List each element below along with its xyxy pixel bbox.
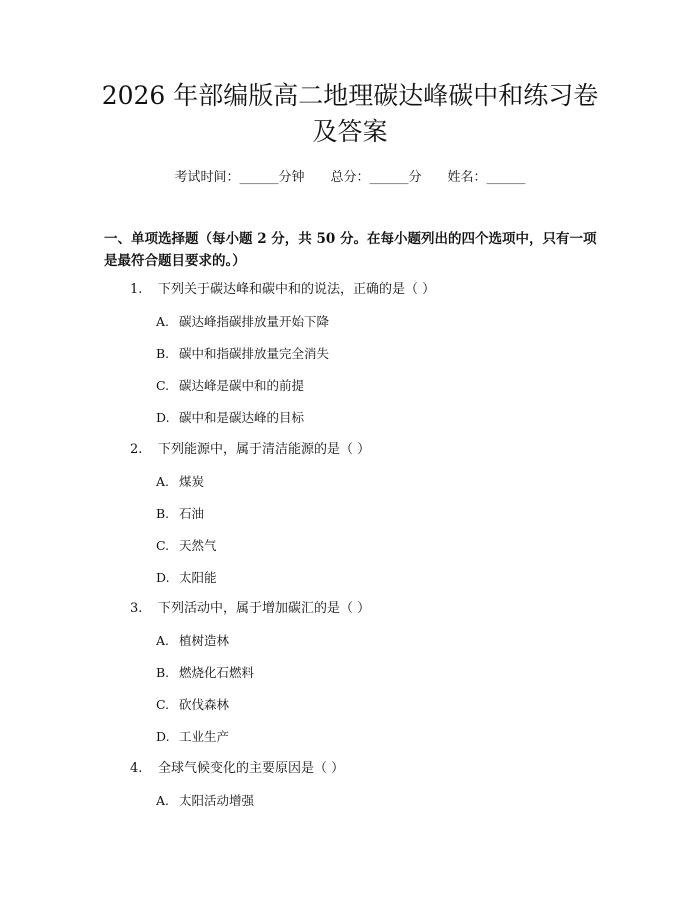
option-text: 天然气 [179,538,217,553]
option-letter: A. [156,314,170,329]
option-text: 工业生产 [179,729,230,744]
question-3-option-d [156,727,229,747]
option-text: 植树造林 [179,633,230,648]
option-text: 石油 [179,506,205,521]
section-heading: 一、单项选择题（每小题 2 分，共 50 分。在每小题列出的四个选项中，只有一项是最符合题目要求的。） [104,231,597,269]
option-letter: D. [156,729,170,744]
question-4-option-a [156,791,254,811]
question-number: 2. [130,442,143,457]
option-letter: A. [156,793,170,808]
exam-time-label: 考试时间： [174,170,240,185]
total-score-label: 总分： [330,170,370,185]
question-text: 全球气候变化的主要原因是（ ） [158,761,345,776]
option-text: 碳达峰是碳中和的前提 [179,378,305,393]
exam-info-line [0,168,700,188]
option-text: 太阳活动增强 [179,793,255,808]
question-2 [130,440,370,460]
question-1 [130,280,435,300]
question-1-option-a [156,312,329,332]
exam-time-blank: ______分钟 [239,170,305,185]
question-number: 3. [130,601,143,616]
question-2-option-b [156,504,204,524]
question-4 [130,759,344,779]
question-1-option-d [156,408,304,428]
question-3-option-b [156,663,254,683]
option-text: 太阳能 [179,570,217,585]
question-3 [130,599,370,619]
option-text: 煤炭 [179,474,205,489]
option-letter: B. [156,346,170,361]
question-number: 1. [130,282,143,297]
option-letter: C. [156,538,170,553]
question-3-option-a [156,631,229,651]
question-text: 下列能源中，属于清洁能源的是（ ） [158,442,371,457]
question-2-option-a [156,472,204,492]
question-1-option-b [156,344,329,364]
option-letter: D. [156,570,170,585]
option-letter: C. [156,378,170,393]
option-letter: C. [156,697,170,712]
student-name-blank: ______ [486,170,526,185]
option-letter: D. [156,410,170,425]
option-letter: B. [156,665,170,680]
option-letter: A. [156,633,170,648]
option-text: 碳中和指碳排放量完全消失 [179,346,330,361]
student-name-label: 姓名： [447,170,487,185]
option-text: 碳达峰指碳排放量开始下降 [179,314,330,329]
question-text: 下列活动中，属于增加碳汇的是（ ） [158,601,371,616]
option-text: 砍伐森林 [179,697,230,712]
question-2-option-c [156,536,217,556]
question-number: 4. [130,761,143,776]
question-2-option-d [156,568,217,588]
total-score-blank: ______分 [369,170,422,185]
question-3-option-c [156,695,229,715]
question-text: 下列关于碳达峰和碳中和的说法，正确的是（ ） [158,282,436,297]
option-text: 燃烧化石燃料 [179,665,255,680]
question-1-option-c [156,376,304,396]
option-letter: B. [156,506,170,521]
page-title: 2026 年部编版高二地理碳达峰碳中和练习卷及答案 [101,81,599,146]
option-letter: A. [156,474,170,489]
option-text: 碳中和是碳达峰的目标 [179,410,305,425]
